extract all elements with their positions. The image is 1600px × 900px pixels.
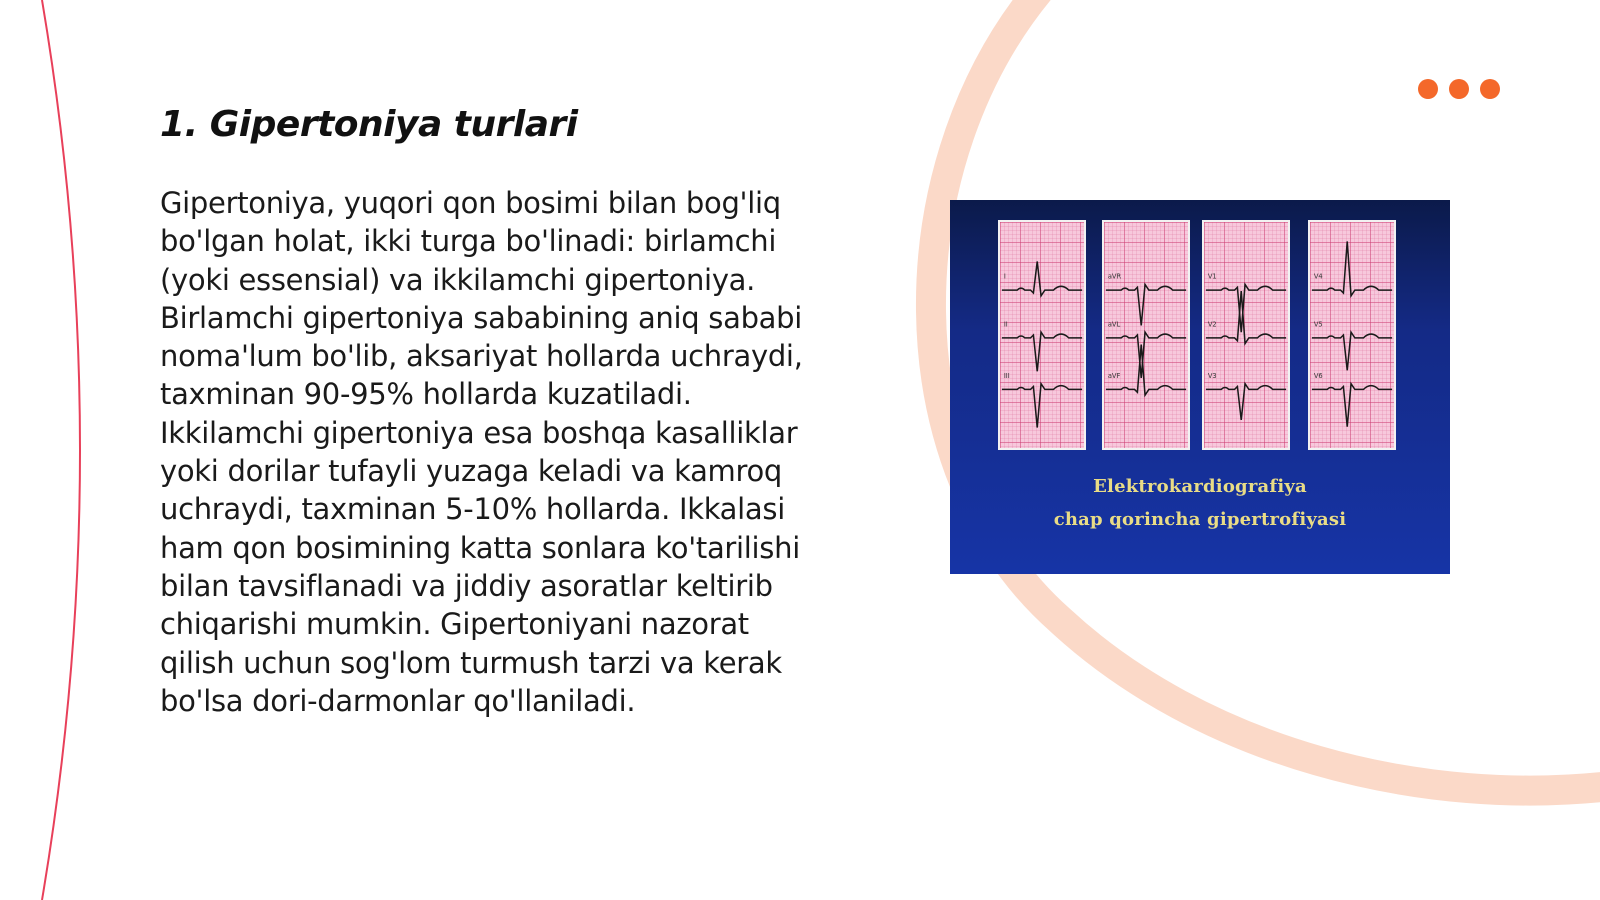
ecg-lead-label: aVR xyxy=(1107,272,1122,281)
body-line: Gipertoniya, yuqori qon bosimi bilan bog'liq xyxy=(160,186,781,220)
slide-body-text xyxy=(160,184,850,720)
ecg-trace xyxy=(1002,332,1082,371)
ecg-trace xyxy=(1206,284,1286,332)
ecg-lead-label: V4 xyxy=(1313,272,1323,281)
body-line: bo'lsa dori-darmonlar qo'llaniladi. xyxy=(160,683,636,718)
body-line: bilan tavsiflanadi va jiddiy asoratlar keltirib xyxy=(160,568,773,603)
ecg-strip xyxy=(1308,220,1396,450)
ecg-strip xyxy=(998,220,1086,450)
body-line: taxminan 90-95% hollarda kuzatiladi. xyxy=(160,377,692,412)
ecg-lead-label: I xyxy=(1003,272,1006,281)
body-line: qilish uchun sog'lom turmush tarzi va kerak xyxy=(160,645,782,680)
ecg-trace xyxy=(1002,384,1082,428)
ecg-trace-group xyxy=(1204,222,1288,448)
ecg-trace xyxy=(1206,291,1286,344)
ecg-trace xyxy=(1002,262,1082,296)
ecg-trace xyxy=(1312,241,1392,295)
image-caption-line2: chap qorincha gipertrofiyasi xyxy=(1053,509,1347,530)
ecg-lead-label: V5 xyxy=(1313,320,1323,329)
body-line: uchraydi, taxminan 5-10% hollarda. Ikkalasi xyxy=(160,492,785,527)
slide-title: 1. Gipertoniya turlari xyxy=(160,104,578,145)
ecg-trace xyxy=(1106,284,1186,325)
menu-dots xyxy=(1418,79,1500,99)
ecg-lead-label: II xyxy=(1003,320,1008,329)
left-edge-curve xyxy=(42,0,80,900)
ecg-trace xyxy=(1312,384,1392,427)
ecg-trace xyxy=(1312,332,1392,370)
body-line: Birlamchi gipertoniya sababining aniq sababi xyxy=(160,300,803,335)
body-line: (yoki essensial) va ikkilamchi gipertoniya. xyxy=(160,262,756,297)
ecg-trace-group xyxy=(1000,222,1084,448)
ecg-lead-label: aVL xyxy=(1107,320,1121,329)
ecg-lead-label: aVF xyxy=(1107,371,1121,380)
body-line: yoki dorilar tufayli yuzaga keladi va kamroq xyxy=(160,454,783,489)
body-line: chiqarishi mumkin. Gipertoniyani nazorat xyxy=(160,607,749,642)
body-line: bo'lgan holat, ikki turga bo'linadi: birlamchi xyxy=(160,224,777,259)
ecg-lead-label: V1 xyxy=(1207,272,1217,281)
ecg-trace-group xyxy=(1104,222,1188,448)
image-caption-line1: Elektrokardiografiya xyxy=(1093,476,1307,497)
body-line: noma'lum bo'lib, aksariyat hollarda uchraydi, xyxy=(160,339,803,374)
ecg-lead-label: V2 xyxy=(1207,320,1217,329)
ecg-strips xyxy=(998,216,1410,450)
dot-icon xyxy=(1449,79,1469,99)
ecg-trace-group xyxy=(1310,222,1394,448)
ecg-trace xyxy=(1206,384,1286,420)
ecg-strip xyxy=(1102,220,1190,450)
ecg-strip xyxy=(1202,220,1290,450)
dot-icon xyxy=(1418,79,1438,99)
dot-icon xyxy=(1480,79,1500,99)
ecg-lead-label: V3 xyxy=(1207,371,1217,380)
ecg-lead-label: V6 xyxy=(1313,371,1323,380)
body-line: ham qon bosimining katta sonlara ko'tarilishi xyxy=(160,530,800,565)
ecg-trace xyxy=(1106,345,1186,396)
ecg-lead-label: III xyxy=(1003,371,1010,380)
ecg-image xyxy=(950,200,1450,574)
body-line: Ikkilamchi gipertoniya esa boshqa kasalliklar xyxy=(160,415,798,450)
